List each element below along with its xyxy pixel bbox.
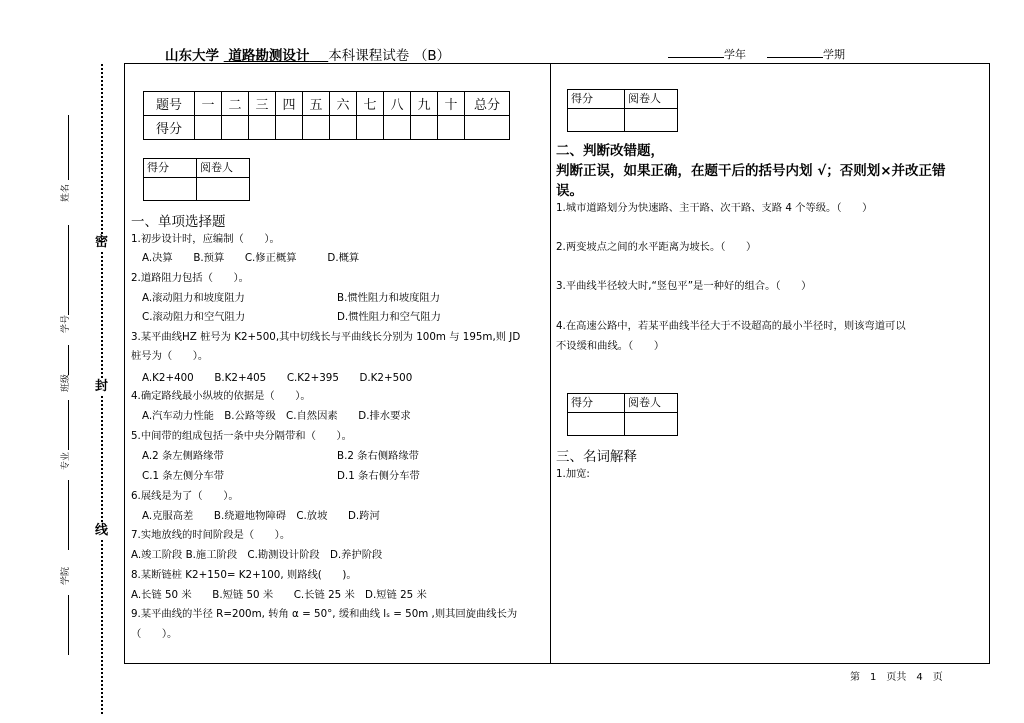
- score-header-cell: 总分: [465, 92, 510, 116]
- major-blank-line: [68, 400, 69, 450]
- column-divider: [550, 63, 551, 664]
- q5-option-b: B.2 条右侧路缘带: [337, 450, 419, 462]
- q8-options: A.长链 50 米 B.短链 50 米 C.长链 25 米 D.短链 25 米: [131, 589, 427, 601]
- question-3: 3.某平曲线HZ 桩号为 K2+500,其中切线长与平曲线长分别为 100m 与 195m,则 JD: [131, 331, 521, 343]
- score-row-label: 得分: [144, 116, 195, 140]
- id-blank-line: [68, 225, 69, 315]
- section2-title: 二、判断改错题，: [556, 143, 664, 159]
- score-cell[interactable]: [357, 116, 384, 140]
- name-blank-line: [68, 115, 69, 180]
- score-table-score-row: [144, 116, 510, 140]
- judge-item-4: 4.在高速公路中，若某平曲线半径大于不设超高的最小半径时，则该弯道可以: [556, 320, 906, 332]
- grader-reader-label: 阅卷人: [625, 90, 678, 109]
- class-blank-line: [68, 345, 69, 375]
- grader-reader-label: 阅卷人: [197, 159, 250, 178]
- side-label-college: 学院: [61, 566, 71, 585]
- score-header-cell: 题号: [144, 92, 195, 116]
- side-label-id: 学号: [61, 314, 71, 333]
- grader-box-2: [567, 89, 678, 132]
- course-name: 道路勘测设计: [228, 48, 310, 64]
- paper-code: （B）: [413, 48, 451, 64]
- score-header-cell: 二: [222, 92, 249, 116]
- grader-score-cell[interactable]: [568, 109, 625, 132]
- score-header-cell: 一: [195, 92, 222, 116]
- score-cell[interactable]: [330, 116, 357, 140]
- q7-options: A.竣工阶段 B.施工阶段 C.勘测设计阶段 D.养护阶段: [131, 549, 383, 561]
- question-5: 5.中间带的组成包括一条中央分隔带和（ ）。: [131, 430, 352, 442]
- score-cell[interactable]: [222, 116, 249, 140]
- academic-term: [668, 46, 845, 62]
- side-label-class: 班级: [61, 373, 71, 392]
- year-label: 学年: [724, 48, 746, 61]
- term-label: 学期: [822, 48, 845, 61]
- seal-char-xian: 线: [95, 523, 109, 538]
- grader-score-cell[interactable]: [144, 178, 197, 201]
- q5-option-a: A.2 条左侧路缘带: [142, 450, 224, 462]
- score-table-header-row: [144, 92, 510, 116]
- question-7: 7.实地放线的时间阶段是（ ）。: [131, 529, 291, 541]
- section2-instructions: 判断正误，如果正确，在题干后的括号内划 √；否则划×并改正错: [556, 163, 946, 179]
- school-name: 山东大学: [165, 48, 219, 64]
- grader-score-label: 得分: [568, 394, 625, 413]
- exam-type: 本科课程试卷: [328, 48, 410, 64]
- question-6: 6.展线是为了（ ）。: [131, 490, 239, 502]
- score-header-cell: 六: [330, 92, 357, 116]
- section3-title: 三、名词解释: [556, 449, 637, 465]
- score-cell[interactable]: [276, 116, 303, 140]
- score-table: [143, 91, 510, 140]
- seal-char-feng: 封: [95, 379, 109, 394]
- q2-option-d: D.惯性阻力和空气阻力: [337, 311, 441, 323]
- question-4: 4.确定路线最小纵坡的依据是（ ）。: [131, 390, 311, 402]
- q4-options: A.汽车动力性能 B.公路等级 C.自然因素 D.排水要求: [142, 410, 411, 422]
- score-header-cell: 九: [411, 92, 438, 116]
- seal-char-mi: 密: [95, 235, 109, 250]
- grader-score-label: 得分: [144, 159, 197, 178]
- score-header-cell: 四: [276, 92, 303, 116]
- judge-item-1: 1.城市道路划分为快速路、主干路、次干路、支路 4 个等级。（ ）: [556, 202, 873, 214]
- score-cell[interactable]: [303, 116, 330, 140]
- term-question-1: 1.加宽:: [556, 468, 590, 480]
- grader-reader-label: 阅卷人: [625, 394, 678, 413]
- score-header-cell: 五: [303, 92, 330, 116]
- term-blank: [767, 47, 823, 58]
- score-header-cell: 七: [357, 92, 384, 116]
- question-3-cont: 桩号为（ ）。: [131, 350, 209, 362]
- question-8: 8.某断链桩 K2+150= K2+100, 则路线( )。: [131, 569, 357, 581]
- grader-reader-cell[interactable]: [625, 109, 678, 132]
- side-label-name: 姓名: [61, 183, 71, 202]
- judge-item-4-cont: 不设缓和曲线。（ ）: [556, 340, 665, 352]
- grader-score-cell[interactable]: [568, 413, 625, 436]
- college-blank-line-2: [68, 595, 69, 655]
- q2-option-a: A.滚动阻力和坡度阻力: [142, 292, 245, 304]
- score-cell[interactable]: [384, 116, 411, 140]
- q5-option-d: D.1 条右侧分车带: [337, 470, 420, 482]
- q5-option-c: C.1 条左侧分车带: [142, 470, 225, 482]
- q6-options: A.克服高差 B.绕避地物障碍 C.放坡 D.跨河: [142, 510, 380, 522]
- exam-title: [165, 44, 450, 64]
- score-cell[interactable]: [411, 116, 438, 140]
- score-cell[interactable]: [195, 116, 222, 140]
- q3-options: A.K2+400 B.K2+405 C.K2+395 D.K2+500: [142, 372, 413, 384]
- q2-option-c: C.滚动阻力和空气阻力: [142, 311, 246, 323]
- q1-options: A.决算 B.预算 C.修正概算 D.概算: [142, 252, 360, 264]
- grader-reader-cell[interactable]: [197, 178, 250, 201]
- q2-option-b: B.惯性阻力和坡度阻力: [337, 292, 441, 304]
- question-1: 1.初步设计时，应编制（ ）。: [131, 233, 280, 245]
- score-header-cell: 三: [249, 92, 276, 116]
- score-cell[interactable]: [249, 116, 276, 140]
- college-blank-line: [68, 480, 69, 550]
- side-label-major: 专业: [61, 451, 71, 470]
- judge-item-2: 2.两变坡点之间的水平距离为坡长。（ ）: [556, 241, 757, 253]
- question-9-cont: （ ）。: [131, 628, 178, 640]
- score-header-cell: 八: [384, 92, 411, 116]
- grader-box-1: [143, 158, 250, 201]
- grader-score-label: 得分: [568, 90, 625, 109]
- score-cell[interactable]: [465, 116, 510, 140]
- score-cell[interactable]: [438, 116, 465, 140]
- page-number: 第 1 页共 4 页: [850, 672, 943, 683]
- grader-reader-cell[interactable]: [625, 413, 678, 436]
- judge-item-3: 3.平曲线半径较大时,“竖包平”是一种好的组合。（ ）: [556, 280, 812, 292]
- section1-title: 一、单项选择题: [131, 214, 226, 230]
- question-2: 2.道路阻力包括（ ）。: [131, 272, 249, 284]
- grader-box-3: [567, 393, 678, 436]
- section2-instructions-cont: 误。: [556, 183, 583, 199]
- question-9: 9.某平曲线的半径 R=200m, 转角 α = 50°, 缓和曲线 lₛ = 50m ,则其回旋曲线长为: [131, 608, 518, 620]
- year-blank: [668, 47, 724, 58]
- score-header-cell: 十: [438, 92, 465, 116]
